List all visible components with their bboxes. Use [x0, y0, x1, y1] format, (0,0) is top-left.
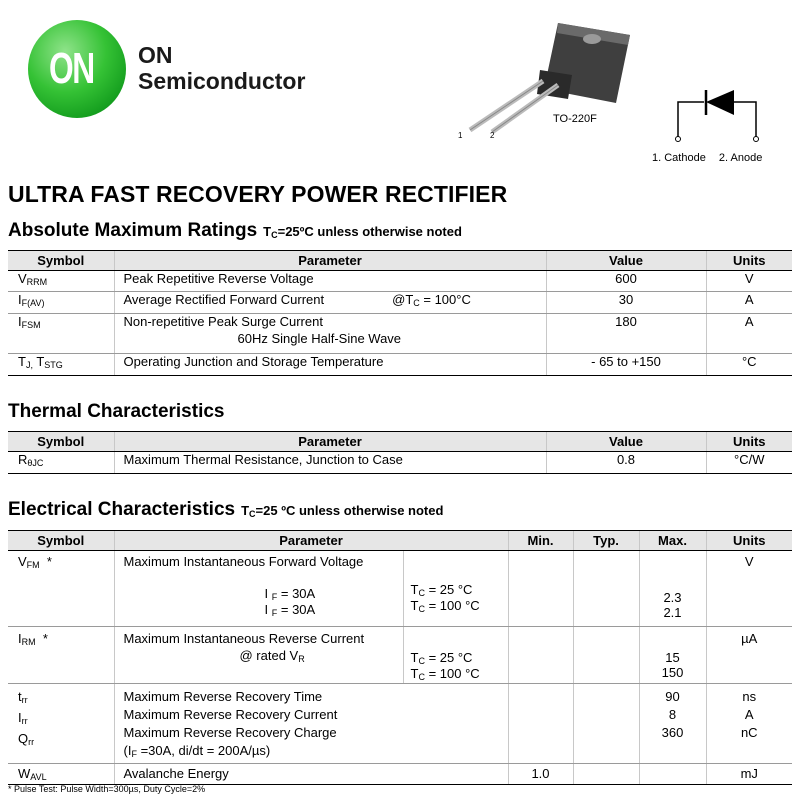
- table-header-row: [8, 251, 792, 271]
- symbol-trr: $t_{rr}$: [18, 689, 28, 705]
- page-title: ULTRA FAST RECOVERY POWER RECTIFIER: [8, 181, 508, 207]
- thermal-table: [8, 431, 792, 474]
- col-units: Units: [706, 251, 792, 271]
- symbol-vfm: $V_{FM}$ *: [8, 551, 114, 627]
- diode-symbol-icon: [670, 85, 765, 145]
- symbol-qrr: $Q_{rr}$: [18, 731, 35, 747]
- electrical-heading: Electrical Characteristics $T_C=25$ ºC unless otherwise noted: [8, 499, 444, 520]
- table-header-row: Symbol Parameter Min. Typ. Max. Units: [8, 531, 792, 551]
- footnote: * Pulse Test: Pulse Width=300µs, Duty Cycle=2%: [8, 784, 206, 794]
- abs-max-table: [8, 250, 792, 376]
- symbol-vrrm: $V_{RRM}$: [8, 271, 114, 292]
- brand-name: ON Semiconductor: [138, 42, 306, 94]
- col-value: Value: [546, 251, 706, 271]
- table-row: $T_{J,}$ $T_{STG}$ Operating Junction and Storage Temperature - 65 to +150 °C: [8, 354, 792, 376]
- cathode-label: 1. Cathode: [652, 152, 706, 164]
- symbol-irr: $I_{rr}$: [18, 710, 28, 726]
- anode-label: 2. Anode: [718, 152, 763, 164]
- table-row: $I_{FSM}$ Non-repetitive Peak Surge Current 60Hz Single Half-Sine Wave 180 A: [8, 314, 792, 354]
- electrical-table: [8, 530, 792, 785]
- symbol-ifsm: $I_{FSM}$: [8, 314, 114, 354]
- thermal-heading: Thermal Characteristics: [8, 401, 225, 422]
- symbol-irm: $I_{RM}$ *: [8, 627, 114, 684]
- table-row: $t_{rr}$ $I_{rr}$ $Q_{rr}$ Maximum Reverse Recovery Time Maximum Reverse Recovery Current Maximum Reverse Recovery Charge ($I_F =30A$, di/dt = 200A/µs) 90 8 360 ns A nC: [8, 684, 792, 764]
- logo-text: ON: [49, 44, 94, 93]
- pin-1-number: 1: [458, 131, 463, 140]
- table-row: $V_{RRM}$ Peak Repetitive Reverse Voltage 600 V: [8, 271, 792, 292]
- pin-2-number: 2: [490, 131, 495, 140]
- table-row: $W_{AVL}$ Avalanche Energy 1.0 mJ: [8, 764, 792, 785]
- table-row: $V_{FM}$ * Maximum Instantaneous Forward Voltage I $_F$ = 30A I $_F$ = 30A $T_C = 25$ °C $T_C = 100$ °C 2.3 2.1 V: [8, 551, 792, 627]
- abs-max-heading: Absolute Maximum Ratings $T_C=25ºC$ unless otherwise noted: [8, 220, 462, 241]
- table-row: $I_{F(AV)}$ Average Rectified Forward Current $@T_C = 100^\circ C$ 30 A: [8, 292, 792, 314]
- col-symbol: Symbol: [8, 251, 114, 271]
- table-row: $I_{RM}$ * Maximum Instantaneous Reverse Current @ rated $V_R$ $T_C = 25$ °C $T_C = 100$ °C 15 150 µA: [8, 627, 792, 684]
- vfm-max-100c: 2.1: [663, 605, 682, 620]
- pin-labels: [652, 152, 772, 164]
- package-image: [440, 15, 640, 145]
- symbol-wavl: $W_{AVL}$: [8, 764, 114, 785]
- symbol-tj-tstg: $T_{J,}$ $T_{STG}$: [8, 354, 114, 376]
- col-parameter: Parameter: [114, 251, 546, 271]
- package-label: TO-220F: [553, 113, 597, 125]
- symbol-if-av: $I_{F(AV)}$: [8, 292, 114, 314]
- table-header-row: Symbol Parameter Value Units: [8, 432, 792, 452]
- vfm-max-25c: 2.3: [663, 590, 682, 605]
- table-row: $R_{\theta JC}$ Maximum Thermal Resistance, Junction to Case 0.8 °C/W: [8, 452, 792, 474]
- symbol-rthjc: $R_{\theta JC}$: [8, 452, 114, 474]
